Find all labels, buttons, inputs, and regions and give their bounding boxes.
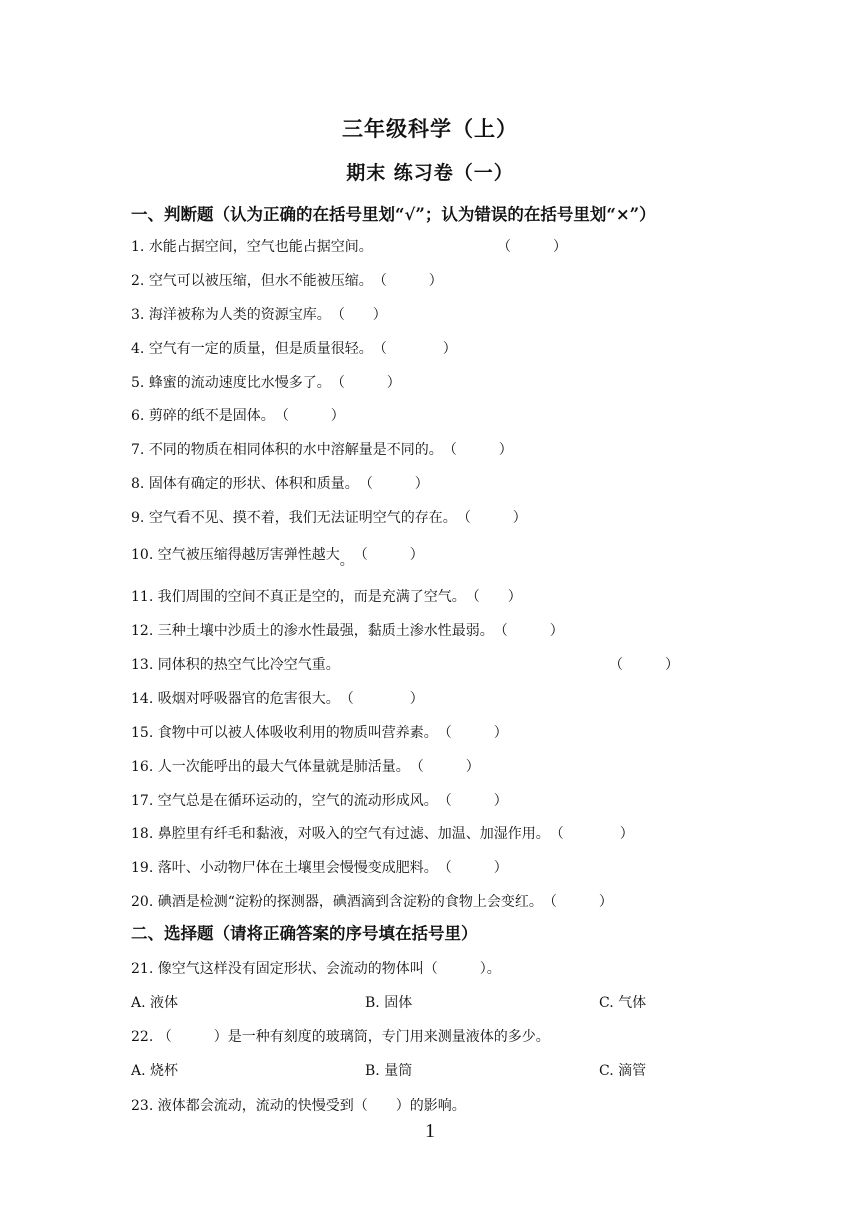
question-10	[131, 544, 424, 569]
option-b[interactable]: B. 量筒	[365, 1063, 413, 1079]
question-2	[131, 270, 443, 290]
question-number: 1.	[131, 239, 145, 255]
question-text: 同体积的热空气比冷空气重。	[157, 657, 340, 673]
answer-paren[interactable]: （ ）	[330, 375, 401, 391]
question-number: 8.	[131, 476, 145, 492]
question-number: 18.	[131, 826, 154, 842]
answer-paren[interactable]: （ ）	[456, 510, 527, 526]
question-text: 固体有确定的形状、体积和质量。	[148, 476, 359, 492]
question-text: 蜂蜜的流动速度比水慢多了。	[148, 375, 331, 391]
answer-paren[interactable]: （ ）	[372, 341, 457, 357]
answer-paren[interactable]: （ ）	[493, 623, 564, 639]
question-17	[131, 790, 508, 810]
question-12	[131, 620, 564, 640]
option-a[interactable]: A. 液体	[131, 995, 179, 1011]
question-18	[131, 823, 634, 843]
question-text: 剪碎的纸不是固体。	[148, 408, 275, 424]
question-11	[131, 586, 522, 606]
page-subtitle: 期末 练习卷（一）	[346, 162, 514, 184]
question-number: 13.	[131, 657, 154, 673]
question-text: 水能占据空间，空气也能占据空间。	[148, 239, 373, 255]
option-c[interactable]: C. 滴管	[599, 1063, 647, 1079]
question-15	[131, 722, 508, 742]
question-number: 2.	[131, 273, 145, 289]
question-number: 16.	[131, 759, 154, 775]
question-number: 9.	[131, 510, 145, 526]
question-number: 12.	[131, 623, 154, 639]
question-number: 7.	[131, 442, 145, 458]
question-text: 吸烟对呼吸器官的危害很大。	[157, 691, 340, 707]
question-9	[131, 507, 527, 527]
question-5	[131, 372, 401, 392]
question-text: 三种土壤中沙质土的渗水性最强，黏质土渗水性最弱。	[157, 623, 494, 639]
section-heading-true-false: 一、判断题（认为正确的在括号里划“√”；认为错误的在括号里划“×”）	[131, 205, 656, 224]
question-14	[131, 688, 424, 708]
question-text: 不同的物质在相同体积的水中溶解量是不同的。	[148, 442, 443, 458]
question-text: 人一次能呼出的最大气体量就是肺活量。	[157, 759, 410, 775]
option-c[interactable]: C. 气体	[599, 995, 647, 1011]
question-text: 空气有一定的质量，但是质量很轻。	[148, 341, 373, 357]
section-heading-multiple-choice: 二、选择题（请将正确答案的序号填在括号里）	[131, 924, 478, 943]
page-number: 1	[425, 1120, 435, 1142]
question-text: 海洋被称为人类的资源宝库。	[148, 307, 331, 323]
question-20	[131, 891, 613, 911]
question-7	[131, 439, 513, 459]
question-number: 6.	[131, 408, 145, 424]
question-number: 4.	[131, 341, 145, 357]
question-text: 我们周围的空间不真正是空的，而是充满了空气。	[157, 589, 466, 605]
answer-paren[interactable]: （ ）	[274, 408, 345, 424]
answer-paren[interactable]: （ ）	[609, 657, 679, 673]
question-4	[131, 338, 457, 358]
question-number: 17.	[131, 793, 154, 809]
question-22: 22. （ ）是一种有刻度的玻璃筒，专门用来测量液体的多少。	[131, 1029, 550, 1045]
question-number: 14.	[131, 691, 154, 707]
question-number: 15.	[131, 725, 154, 741]
answer-paren[interactable]: （ ）	[437, 793, 508, 809]
answer-paren[interactable]: （ ）	[442, 442, 513, 458]
question-number: 5.	[131, 375, 145, 391]
question-number: 20.	[131, 894, 154, 910]
question-text: 碘酒是检测“淀粉的探测器，碘酒滴到含淀粉的食物上会变红。	[157, 894, 543, 910]
question-1	[131, 236, 567, 256]
question-3	[131, 304, 387, 324]
question-number: 11.	[131, 589, 154, 605]
answer-paren[interactable]: （ ）	[437, 860, 508, 876]
question-13	[131, 654, 679, 674]
question-8	[131, 473, 429, 493]
question-number: 3.	[131, 307, 145, 323]
question-21: 21. 像空气这样没有固定形状、会流动的物体叫（ ）。	[131, 961, 501, 977]
question-text: 空气可以被压缩，但水不能被压缩。	[148, 273, 373, 289]
question-text: 鼻腔里有纤毛和黏液，对吸入的空气有过滤、加温、加湿作用。	[157, 826, 550, 842]
question-6	[131, 405, 345, 425]
answer-paren[interactable]: （ ）	[465, 589, 522, 605]
answer-paren[interactable]: （ ）	[358, 476, 429, 492]
answer-paren[interactable]: （ ）	[549, 826, 634, 842]
answer-paren[interactable]: （ ）	[353, 547, 424, 563]
question-number: 19.	[131, 860, 154, 876]
question-number: 10.	[131, 547, 154, 563]
question-16	[131, 756, 480, 776]
question-23: 23. 液体都会流动，流动的快慢受到（ ）的影响。	[131, 1098, 466, 1114]
question-text: 空气被压缩得越厉害弹性越大	[157, 547, 340, 563]
answer-paren[interactable]: （ ）	[497, 239, 567, 255]
answer-paren[interactable]: （ ）	[409, 759, 480, 775]
answer-paren[interactable]: （ ）	[330, 307, 387, 323]
answer-paren[interactable]: （ ）	[542, 894, 613, 910]
question-period: 。	[339, 553, 354, 569]
question-text: 空气看不见、摸不着，我们无法证明空气的存在。	[148, 510, 457, 526]
option-b[interactable]: B. 固体	[365, 995, 413, 1011]
question-text: 空气总是在循环运动的，空气的流动形成风。	[157, 793, 438, 809]
page-title: 三年级科学（上）	[342, 116, 518, 141]
answer-paren[interactable]: （ ）	[372, 273, 443, 289]
question-text: 食物中可以被人体吸收利用的物质叫营养素。	[157, 725, 438, 741]
question-text: 落叶、小动物尸体在土壤里会慢慢变成肥料。	[157, 860, 438, 876]
answer-paren[interactable]: （ ）	[437, 725, 508, 741]
question-19	[131, 857, 508, 877]
answer-paren[interactable]: （ ）	[339, 691, 424, 707]
option-a[interactable]: A. 烧杯	[131, 1063, 179, 1079]
